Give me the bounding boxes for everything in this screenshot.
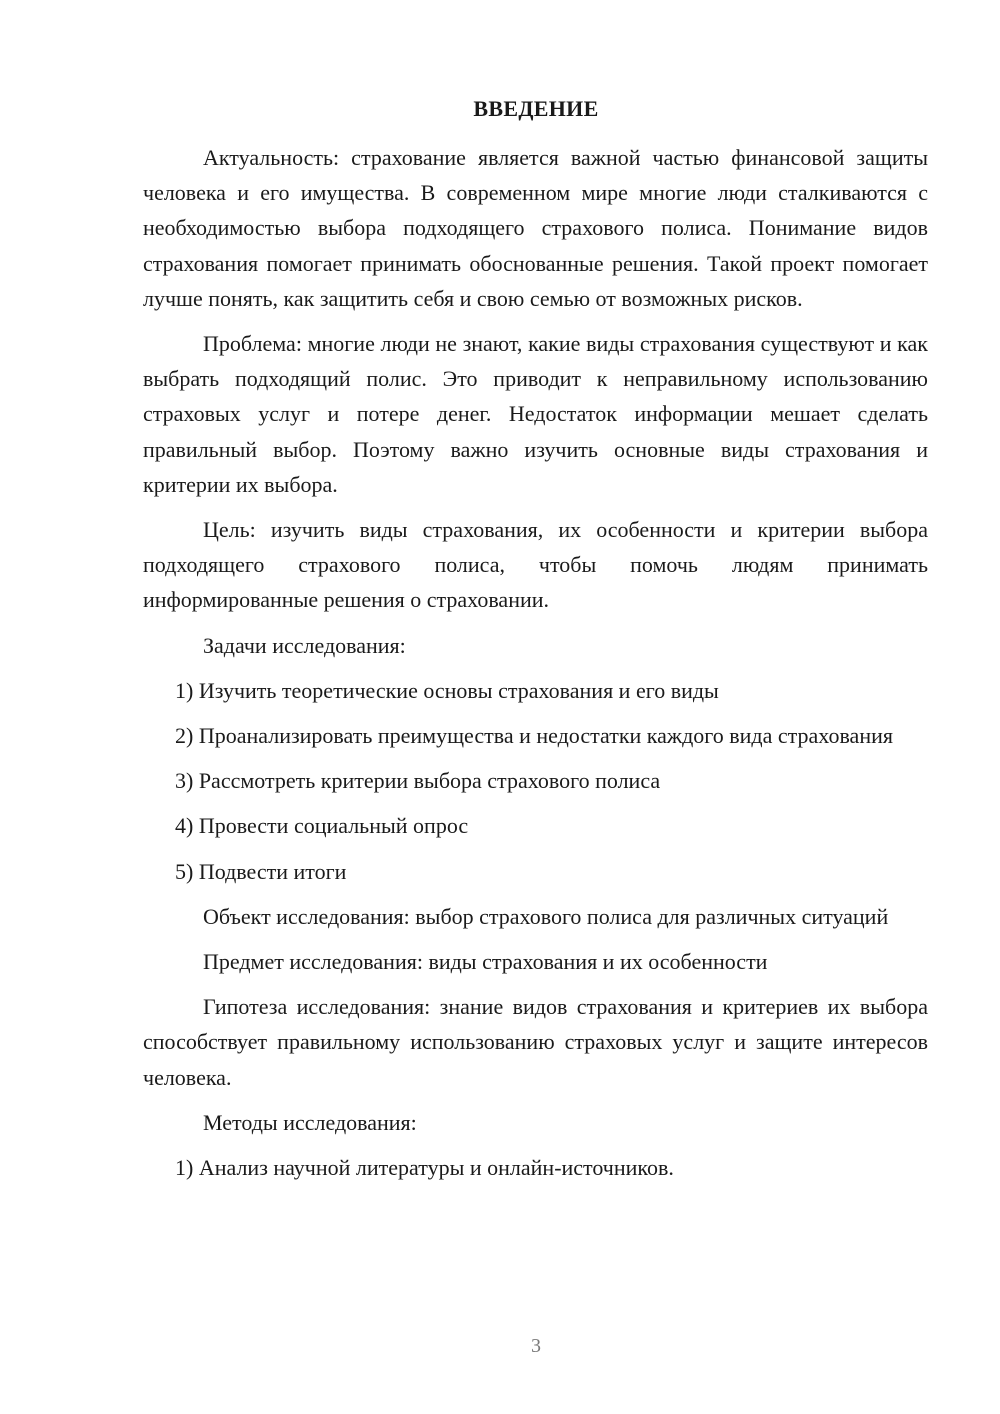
paragraph-relevance: Актуальность: страхование является важной частью финансовой защиты человека и его имущества. В современном мире многие люди сталкиваются с необходимостью выбора подходящего страхового полиса. Понимание видов страхования помогает принимать обоснованные решения. Такой проект помогает лучше понять, как защитить себя и свою семью от возможных рисков.: [143, 145, 928, 311]
section-heading: ВВЕДЕНИЕ: [473, 96, 599, 121]
paragraph-goal: Цель: изучить виды страхования, их особенности и критерии выбора подходящего страхового полиса, чтобы помочь людям принимать информированные решения о страховании.: [143, 517, 928, 613]
task-item: 1) Изучить теоретические основы страхования и его виды: [175, 677, 719, 703]
page-number: 3: [531, 1335, 541, 1357]
paragraph-problem: Проблема: многие люди не знают, какие виды страхования существуют и как выбрать подходящий полис. Это приводит к неправильному использованию страховых услуг и потере денег. Недостаток информации мешает сделать правильный выбор. Поэтому важно изучить основные виды страхования и критерии их выбора.: [143, 331, 928, 497]
body-text: [143, 140, 928, 1195]
task-item: 3) Рассмотреть критерии выбора страхового полиса: [175, 768, 661, 794]
paragraph-object: Объект исследования: выбор страхового полиса для различных ситуаций: [203, 903, 889, 929]
paragraph-hypothesis: Гипотеза исследования: знание видов страхования и критериев их выбора способствует правильному использованию страховых услуг и защите интересов человека.: [143, 994, 928, 1090]
methods-title: Методы исследования:: [203, 1109, 417, 1135]
tasks-title: Задачи исследования:: [203, 632, 406, 658]
task-item: 2) Проанализировать преимущества и недостатки каждого вида страхования: [175, 723, 893, 749]
paragraph-subject: Предмет исследования: виды страхования и их особенности: [203, 949, 768, 975]
task-item: 5) Подвести итоги: [175, 858, 347, 884]
method-item: 1) Анализ научной литературы и онлайн-источников.: [175, 1155, 674, 1181]
task-item: 4) Провести социальный опрос: [175, 813, 469, 839]
